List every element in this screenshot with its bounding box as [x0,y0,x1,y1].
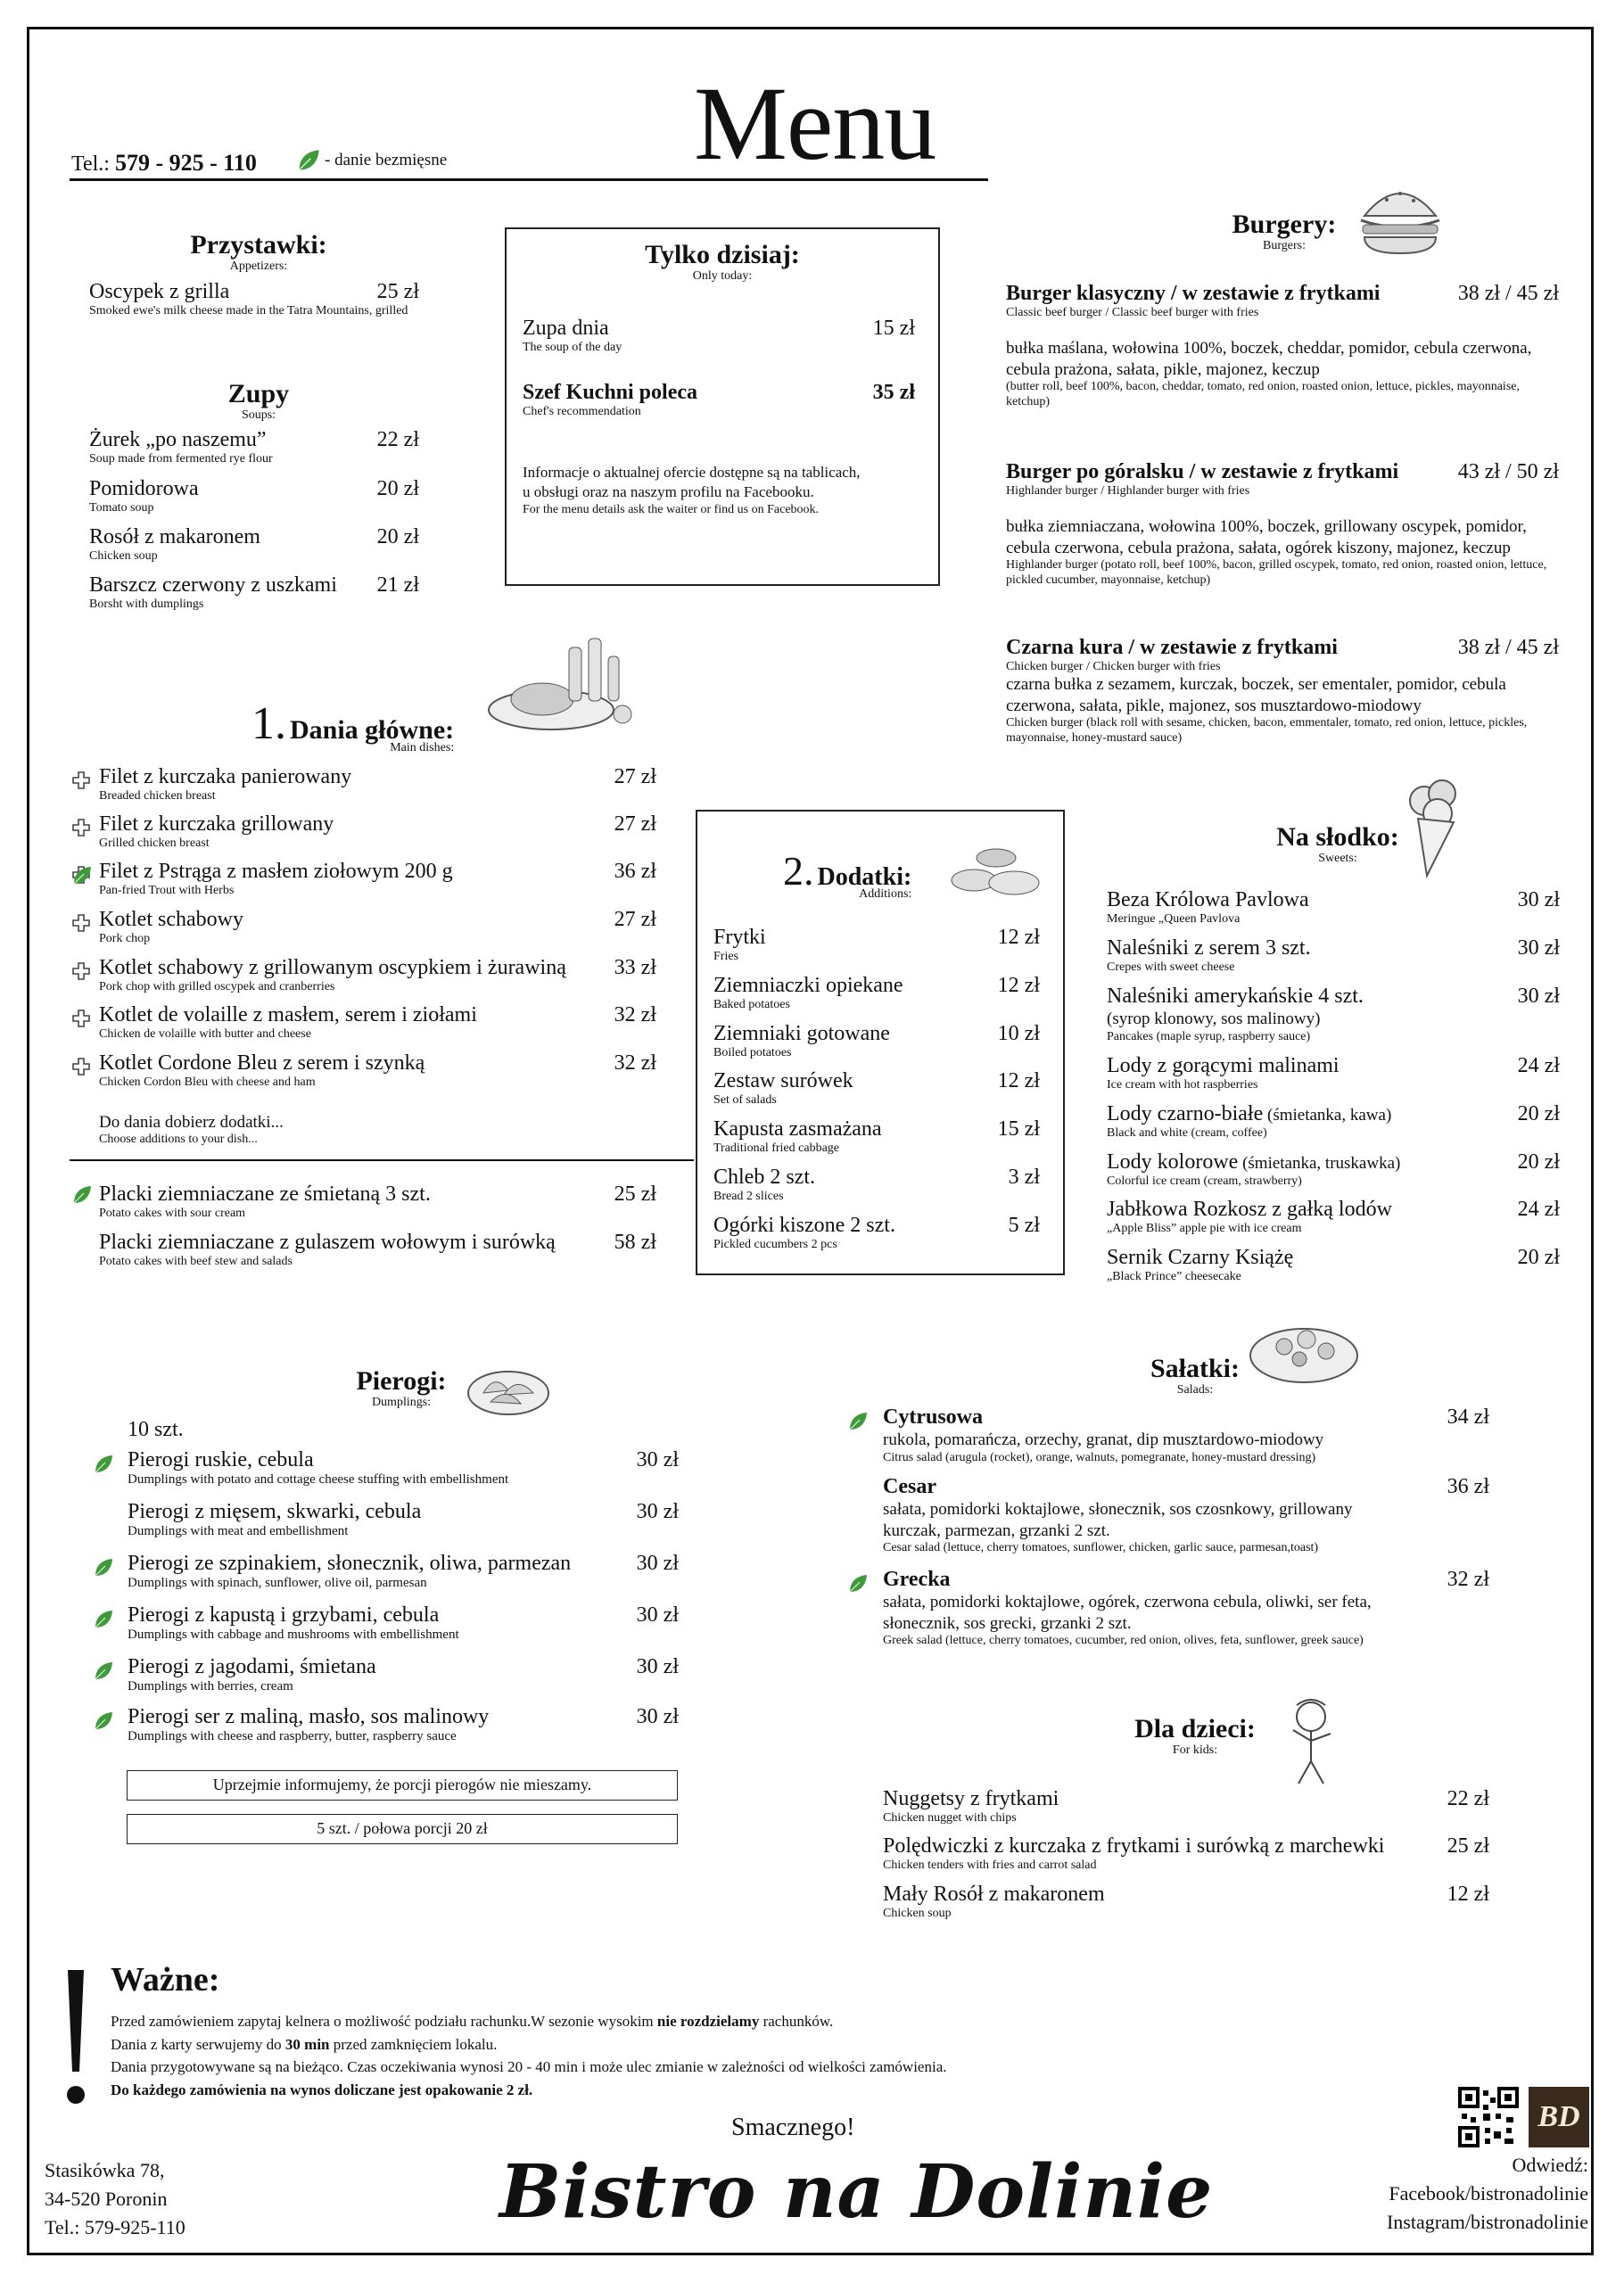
mains-heading: 1. Dania główne: Main dishes: [251,698,455,754]
pierogi-heading: Pierogi: Dumplings: [356,1366,447,1409]
appetizers-heading: Przystawki: Appetizers: [190,230,327,273]
logo-badge: BD [1529,2087,1589,2147]
page-title: Menu [694,65,936,182]
menu-item: Nuggetsy z frytkami Chicken nugget with chips 22 zł [883,1787,1489,1825]
menu-item: Filet z kurczaka panierowany Breaded chicken breast 27 zł [99,765,656,803]
menu-item: Pierogi ser z maliną, masło, sos malinowy Dumplings with cheese and raspberry, butter, raspberry sauce 30 zł [128,1705,679,1743]
additions-box [696,810,1065,1275]
plus-icon [71,961,91,981]
tel-label: Tel.: [71,152,115,176]
menu-item: Naleśniki z serem 3 szt. Crepes with sweet cheese 30 zł [1107,936,1560,974]
menu-item: Filet z Pstrąga z masłem ziołowym 200 g Pan-fried Trout with Herbs 36 zł [99,860,656,897]
today-info: Informacje o aktualnej ofercie dostępne są na tablicach, u obsługi oraz na naszym profilu na Facebooku. For the menu details ask the waiter or find us on Facebook. [523,464,861,517]
menu-item: Zupa dnia The soup of the day 15 zł [523,317,915,354]
salad-illustration [1244,1302,1364,1391]
kid-illustration [1275,1694,1347,1793]
menu-item: Placki ziemniaczane z gulaszem wołowym i surówką Potato cakes with beef stew and salads 58 zł [99,1231,656,1268]
menu-item: Lody kolorowe (śmietanka, truskawka) Colorful ice cream (cream, strawberry) 20 zł [1107,1150,1560,1188]
menu-item: Pierogi ruskie, cebula Dumplings with potato and cottage cheese stuffing with embellishment 30 zł [128,1448,679,1487]
pierogi-illustration [464,1350,553,1422]
menu-item: Kotlet Cordone Bleu z serem i szynką Chicken Cordon Bleu with cheese and ham 32 zł [99,1051,656,1089]
leaf-icon [93,1609,114,1630]
plus-icon [71,1057,91,1076]
leaf-icon [71,1184,93,1206]
burgers-heading: Burgery: Burgers: [1232,210,1337,252]
menu-item: Kotlet schabowy z grillowanym oscypkiem i żurawiną Pork chop with grilled oscypek and cranberries 33 zł [99,956,656,993]
menu-item: Burger po góralsku / w zestawie z frytkami Highlander burger / Highlander burger with fries 43 zł / 50 zł bułka ziemniaczana, wołowina 100%, boczek, grillowany oscypek, pomidor, cebula czerwona, cebula prażona, sałata, ogórek kiszony, majonez, keczup Highlander burger (potato roll, beef 100%, bacon, grilled oscypek, tomato, red onion, roasted onion, lettuce, pickled cucumber, mayonnaise, ketchup) [1006,460,1559,587]
menu-item: Czarna kura / w zestawie z frytkami Chicken burger / Chicken burger with fries 38 zł / 45 zł czarna bułka z sezamem, kurczak, boczek, ser ementaler, pomidor, cebula czerwona, sałata, pikle, majonez, sos musztardowo-miodowy Chicken burger (black roll with sesame, chicken, bacon, emmentaler, tomato, red onion, lettuce, pickles, mayonnaise, honey-mustard sauce) [1006,636,1559,745]
menu-item: Szef Kuchni poleca Chef's recommendation 35 zł [523,381,915,418]
header-phone [71,150,257,177]
plus-icon [71,818,91,837]
menu-item: Cytrusowa rukola, pomarańcza, orzechy, granat, dip musztardowo-miodowy Citrus salad (arugula (rocket), orange, walnuts, pomegranate, honey-mustard dressing) 34 zł [883,1405,1489,1464]
qr-code-icon[interactable] [1458,2087,1519,2147]
menu-item: Ogórki kiszone 2 szt. Pickled cucumbers 2 pcs 5 zł [713,1214,1040,1251]
instagram-link[interactable]: Instagram/bistronadolinie [1386,2210,1588,2233]
footer-address: Stasikówka 78, 34-520 Poronin Tel.: 579-925-110 [45,2159,185,2238]
plus-icon [71,913,91,933]
exclamation-icon [59,1966,93,2109]
today-heading: Tylko dzisiaj: Only today: [645,240,800,283]
menu-item: Kotlet de volaille z masłem, serem i ziołami Chicken de volaille with butter and cheese 32 zł [99,1003,656,1041]
mains-divider [70,1159,694,1161]
header-rule [70,178,988,181]
today-box [505,227,940,586]
smacznego-text: Smacznego! [731,2114,855,2141]
menu-item: Ziemniaczki opiekane Baked potatoes 12 zł [713,974,1040,1011]
mains-note: Do dania dobierz dodatki... Choose additions to your dish... [99,1113,284,1146]
menu-item: Ziemniaki gotowane Boiled potatoes 10 zł [713,1022,1040,1059]
veg-note-text: - danie bezmięsne [325,151,448,169]
menu-item: Burger klasyczny / w zestawie z frytkami Classic beef burger / Classic beef burger with fries 38 zł / 45 zł bułka maślana, wołowina 100%, boczek, cheddar, pomidor, cebula czerwona, cebula prażona, sałata, pikle, majonez, keczup (butter roll, beef 100%, bacon, cheddar, tomato, red onion, roasted onion, lettuce, pickles, mayonnaise, ketchup) [1006,282,1559,408]
ice-cream-illustration [1402,776,1464,878]
leaf-icon [847,1411,869,1432]
plus-icon [71,1009,91,1028]
menu-item: Oscypek z grilla Smoked ewe's milk cheese made in the Tatra Mountains, grilled 25 zł [89,280,419,317]
menu-item: Grecka sałata, pomidorki koktajlowe, ogórek, czerwona cebula, oliwki, ser feta, słonecznik, sos grecki, grzanki 2 szt. Greek salad (lettuce, cherry tomatoes, cucumber, red onion, olives, feta, sunflower, greek sauce) 32 zł [883,1568,1489,1648]
menu-item: Frytki Fries 12 zł [713,926,1040,963]
menu-item: Beza Królowa Pavlowa Meringue „Queen Pavlova 30 zł [1107,888,1560,926]
leaf-icon [71,865,93,886]
tel-number[interactable]: 579 - 925 - 110 [114,150,257,176]
footer-social: Odwiedź: Facebook/bistronadolinie Instagram/bistronadolinie [1387,2151,1588,2237]
menu-item: Jabłkowa Rozkosz z gałką lodów „Apple Bliss” apple pie with ice cream 24 zł [1107,1198,1560,1235]
leaf-icon [296,148,321,173]
menu-item: Rosół z makaronem Chicken soup 20 zł [89,525,419,563]
menu-item: Placki ziemniaczane ze śmietaną 3 szt. Potato cakes with sour cream 25 zł [99,1183,656,1220]
soups-heading: Zupy Soups: [227,379,290,422]
leaf-icon [847,1573,869,1595]
salads-heading: Sałatki: Salads: [1150,1354,1241,1397]
pierogi-notice: Uprzejmie informujemy, że porcji pierogów nie mieszamy. [127,1770,678,1801]
menu-item: Lody czarno-białe (śmietanka, kawa) Black and white (cream, coffee) 20 zł [1107,1102,1560,1140]
sweets-heading: Na słodko: Sweets: [1276,822,1399,865]
menu-item: Lody z gorącymi malinami Ice cream with hot raspberries 24 zł [1107,1054,1560,1092]
menu-item: Kapusta zasmażana Traditional fried cabbage 15 zł [713,1117,1040,1155]
menu-item: Barszcz czerwony z uszkami Borsht with dumplings 21 zł [89,573,419,611]
pierogi-half-portion: 5 szt. / połowa porcji 20 zł [127,1814,678,1844]
burger-illustration [1347,171,1454,260]
leaf-icon [93,1710,114,1732]
important-notes: Przed zamówieniem zapytaj kelnera o możliwość podziału rachunku.W sezonie wysokim nie rozdzielamy rachunków. Dania z karty serwujemy do 30 min przed zamknięciem lokalu. Dania przygotowywane są na bieżąco. Czas oczekiwania wynosi 20 - 40 min i może ulec zmianie w zależności od wielkości zamówienia. Do każdego zamówienia na wynos doliczane jest opakowanie 2 zł. [111,2013,947,2098]
important-heading: Ważne: [111,1961,220,1999]
additions-illustration [947,831,1045,902]
menu-item: Pierogi z mięsem, skwarki, cebula Dumplings with meat and embellishment 30 zł [128,1500,679,1538]
additions-heading: 2. Dodatki: Additions: [783,848,912,901]
menu-item: Mały Rosół z makaronem Chicken soup 12 zł [883,1883,1489,1920]
menu-item: Kotlet schabowy Pork chop 27 zł [99,908,656,945]
menu-item: Pomidorowa Tomato soup 20 zł [89,477,419,515]
main-dishes-illustration [480,630,640,737]
leaf-icon [93,1454,114,1475]
menu-item: Polędwiczki z kurczaka z frytkami i surówką z marchewki Chicken tenders with fries and carrot salad 25 zł [883,1834,1489,1872]
facebook-link[interactable]: Facebook/bistronadolinie [1389,2181,1588,2205]
menu-item: Pierogi z jagodami, śmietana Dumplings with berries, cream 30 zł [128,1655,679,1694]
pierogi-count: 10 szt. [128,1418,184,1441]
menu-item: Pierogi z kapustą i grzybami, cebula Dumplings with cabbage and mushrooms with embellishment 30 zł [128,1603,679,1642]
menu-item: Sernik Czarny Książę „Black Prince” cheesecake 20 zł [1107,1246,1560,1283]
menu-item: Chleb 2 szt. Bread 2 slices 3 zł [713,1166,1040,1203]
plus-icon [71,771,91,790]
menu-item: Filet z kurczaka grillowany Grilled chicken breast 27 zł [99,812,656,850]
menu-item: Żurek „po naszemu” Soup made from fermented rye flour 22 zł [89,428,419,466]
kids-heading: Dla dzieci: For kids: [1134,1714,1256,1757]
menu-item: Cesar sałata, pomidorki koktajlowe, słonecznik, sos czosnkowy, grillowany kurczak, parmezan, grzanki 2 szt. Cesar salad (lettuce, cherry tomatoes, sunflower, chicken, garlic sauce, parmesan,toast) 36 zł [883,1475,1489,1555]
menu-item: Pierogi ze szpinakiem, słonecznik, oliwa, parmezan Dumplings with spinach, sunflower, olive oil, parmesan 30 zł [128,1552,679,1590]
menu-item: Naleśniki amerykańskie 4 szt. (syrop klonowy, sos malinowy) Pancakes (maple syrup, raspberry sauce) 30 zł [1107,985,1560,1043]
menu-item: Zestaw surówek Set of salads 12 zł [713,1069,1040,1107]
vegetarian-legend [296,148,447,173]
brand-name: Bistro na Dolinie [499,2149,1214,2235]
leaf-icon [93,1661,114,1682]
leaf-icon [93,1557,114,1578]
